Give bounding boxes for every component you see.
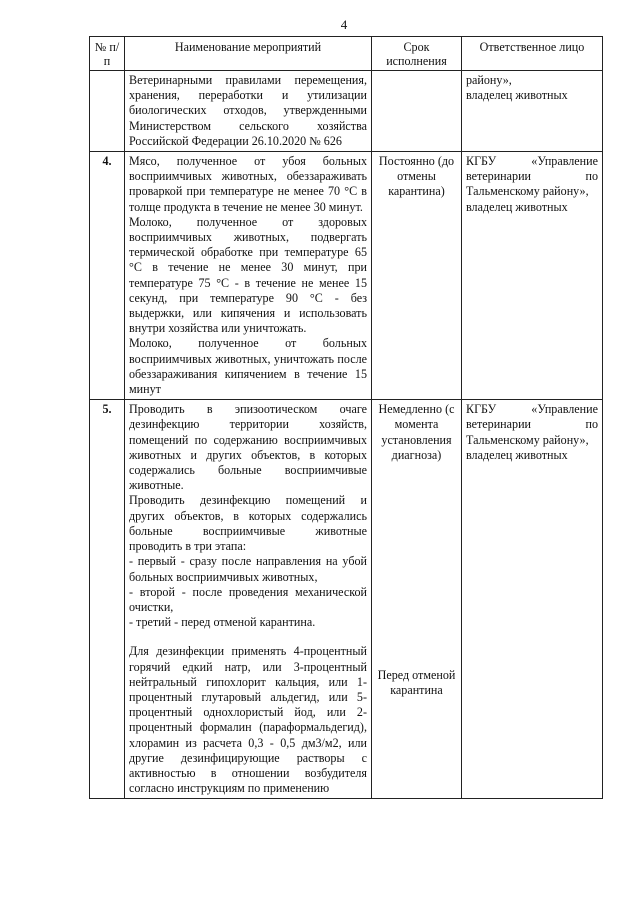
page-number: 4	[340, 17, 348, 32]
term-gap	[376, 463, 457, 668]
header-term: Срок исполнения	[372, 37, 462, 71]
measure-paragraph: Проводить в эпизоотическом очаге дезинфекцию территории хозяйств, помещений по содержанию восприимчивых животных и других объектов, в которых содержались больные восприимчивые животные.	[129, 402, 367, 493]
table-row	[90, 152, 603, 400]
header-num: № п/п	[90, 37, 125, 71]
measure-text	[125, 152, 372, 400]
responsible-cell	[462, 400, 603, 799]
row-number: 4.	[90, 152, 125, 400]
header-name: Наименование мероприятий	[125, 37, 372, 71]
measure-paragraph: - первый - сразу после направления на убой больных восприимчивых животных,	[129, 554, 367, 584]
responsible-line: владелец животных	[466, 199, 568, 214]
measure-paragraph: - третий - перед отменой карантина.	[129, 615, 316, 630]
measure-paragraph: - второй - после проведения механической очистки,	[129, 584, 367, 614]
row-number	[90, 71, 125, 152]
responsible-line: району»,	[466, 73, 512, 87]
term-cell: Постоянно (до отмены карантина)	[372, 152, 462, 400]
responsible-line: владелец животных	[466, 88, 568, 103]
row-number: 5.	[90, 400, 125, 799]
responsible-cell	[462, 152, 603, 400]
table-row	[90, 400, 603, 799]
table-row	[90, 71, 603, 152]
measure-paragraph: Мясо, полученное от убоя больных восприимчивых животных, обеззараживать проваркой при температуре не менее 70 °С в толще продукта в течение не менее 30 минут.	[129, 154, 367, 214]
measure-paragraph: Молоко, полученное от здоровых восприимчивых животных, подвергать термической обработке при температуре 65 °С в течение не менее 30 минут, при температуре 75 °С - в течение не менее 15 секунд, при температуре 90 °С - без выдержки, или кипячения и использовать внутри хозяйства или уничтожать.	[129, 214, 367, 336]
responsible-line: КГБУ «Управление ветеринарии по Тальменскому району»,	[466, 154, 598, 199]
measure-text	[125, 71, 372, 152]
paragraph-gap	[129, 630, 367, 644]
term-cell	[372, 71, 462, 152]
responsible-line: владелец животных	[466, 447, 568, 462]
term-cell	[372, 400, 462, 799]
measure-paragraph: Для дезинфекции применять 4-процентный горячий едкий натр, или 3-процентный нейтральный гипохлорит кальция, или 1-процентный глутаровый альдегид, или 5-процентный однохлористый йод, или 2-процентный формалин (параформальдегид), хлорамин из расчета 0,3 - 0,5 дм3/м2, или другие дезинфицирующие растворы с активностью в отношении возбудителя согласно инструкциям по применению	[129, 644, 367, 796]
term-text: Немедленно (с момента установления диагноза)	[378, 402, 455, 462]
responsible-line: КГБУ «Управление ветеринарии по Тальменскому району»,	[466, 402, 598, 447]
measure-text	[125, 400, 372, 799]
measure-paragraph: Проводить дезинфекцию помещений и других объектов, в которых содержались больные восприимчивые животные проводить в три этапа:	[129, 493, 367, 554]
term-text-2: Перед отменой карантина	[377, 668, 456, 698]
measures-table	[89, 36, 603, 799]
measure-paragraph: Ветеринарными правилами перемещения, хранения, переработки и утилизации биологических отходов, утвержденными Министерством сельского хозяйства Российской Федерации 26.10.2020 № 626	[129, 73, 367, 148]
responsible-cell	[462, 71, 603, 152]
header-responsible: Ответственное лицо	[462, 37, 603, 71]
measure-paragraph: Молоко, полученное от больных восприимчивых животных, уничтожать после обеззараживания кипячением в течение 15 минут	[129, 336, 367, 397]
table-header-row	[90, 37, 603, 71]
